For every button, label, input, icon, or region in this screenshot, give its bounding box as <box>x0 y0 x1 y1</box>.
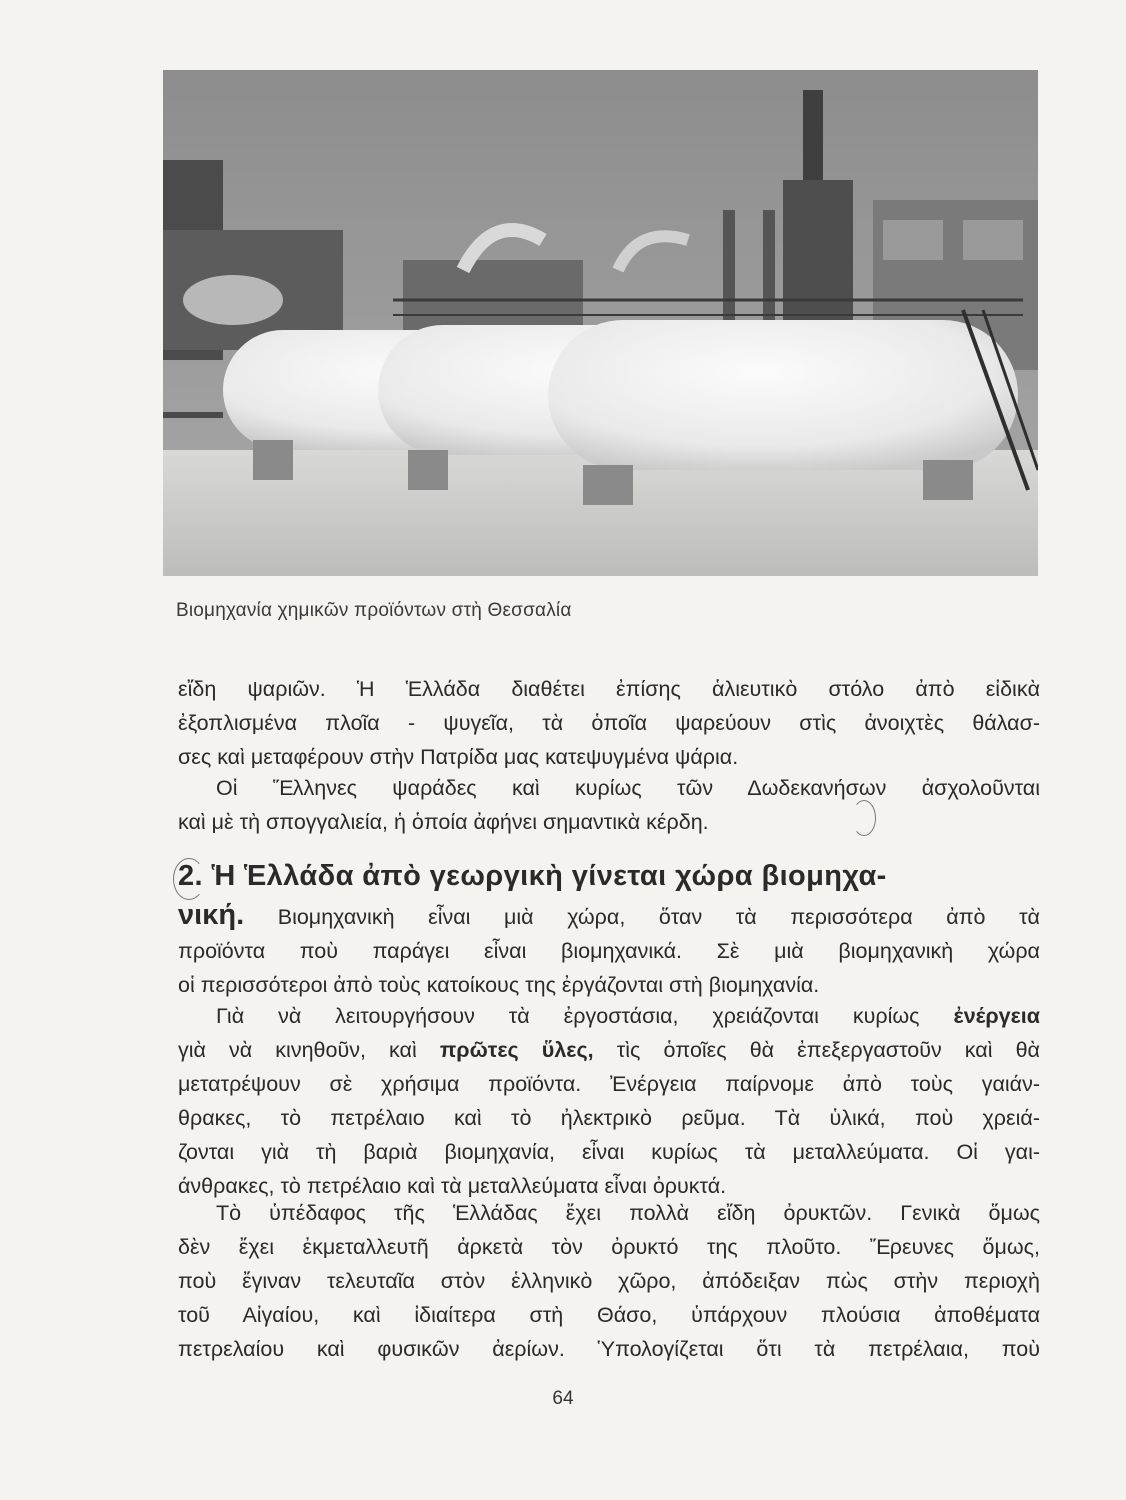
text-line <box>178 999 1040 1033</box>
photo-caption: Βιομηχανία χημικῶν προϊόντων στὴ Θεσσαλία <box>176 600 572 621</box>
paragraph-mineral-wealth <box>178 1196 1040 1366</box>
text-line <box>178 896 1040 934</box>
text-line: σες καὶ μεταφέρουν στὴν Πατρίδα μας κατεψυγμένα ψάρια. <box>178 745 739 769</box>
text-line: δὲν ἔχει ἐκμεταλλευτῆ ἀρκετὰ τὸν ὀρυκτό της πλοῦτο. Ἔρευνες ὅμως, <box>178 1235 1040 1259</box>
paragraph-energy-materials <box>178 999 1040 1203</box>
pencil-circle-mark <box>173 858 205 900</box>
text-line <box>178 1033 1040 1067</box>
text-line: ζονται γιὰ τὴ βαριὰ βιομηχανία, εἶναι κυρίως τὰ μεταλλεύματα. Οἱ γαι- <box>178 1140 1040 1164</box>
text-line: μετατρέψουν σὲ χρήσιμα προϊόντα. Ἐνέργεια παίρνομε ἀπὸ τοὺς γαιάν- <box>178 1072 1040 1096</box>
paragraph-fishing-fleet <box>178 672 1040 774</box>
text-line: πετρελαίου καὶ φυσικῶν ἀερίων. Ὑπολογίζεται ὅτι τὰ πετρέλαια, ποὺ <box>178 1337 1040 1361</box>
paragraph-sponge-fishing <box>178 771 1040 839</box>
page-number: 64 <box>552 1388 574 1409</box>
section-heading: 2. Ἡ Ἑλλάδα ἀπὸ γεωργικὴ γίνεται χώρα βιομηχα- <box>178 860 887 892</box>
text-line: οἱ περισσότεροι ἀπὸ τοὺς κατοίκους της ἐργάζονται στὴ βιομηχανία. <box>178 973 820 997</box>
section-heading-continuation: νική. <box>178 899 245 931</box>
industrial-plant-photo <box>163 70 1038 576</box>
text-line: τοῦ Αἰγαίου, καὶ ἰδιαίτερα στὴ Θάσο, ὑπάρχουν πλούσια ἀποθέματα <box>178 1303 1040 1327</box>
text-line: καὶ μὲ τὴ σπογγαλιεία, ἡ ὁποία ἀφήνει σημαντικὰ κέρδη. <box>178 810 709 834</box>
text-line: Οἱ Ἕλληνες ψαράδες καὶ κυρίως τῶν Δωδεκανήσων ἀσχολοῦνται <box>216 776 1040 800</box>
text-line: προϊόντα ποὺ παράγει εἶναι βιομηχανικά. Σὲ μιὰ βιομηχανικὴ χώρα <box>178 939 1040 963</box>
text-line: θρακες, τὸ πετρέλαιο καὶ τὸ ἠλεκτρικὸ ρεῦμα. Τὰ ὑλικά, ποὺ χρειά- <box>178 1106 1040 1130</box>
bold-term: ἐνέργεια <box>953 1004 1040 1028</box>
text-line: εἴδη ψαριῶν. Ἡ Ἑλλάδα διαθέτει ἐπίσης ἁλιευτικὸ στόλο ἀπὸ εἰδικὰ <box>178 677 1040 701</box>
text-fragment: τὶς ὁποῖες θὰ ἐπεξεργαστοῦν καὶ θὰ <box>616 1038 1040 1062</box>
bold-term: πρῶτες ὕλες, <box>439 1038 594 1062</box>
text-line: Τὸ ὑπέδαφος τῆς Ἑλλάδας ἔχει πολλὰ εἴδη ὀρυκτῶν. Γενικὰ ὅμως <box>216 1201 1040 1225</box>
paragraph-industrial-country <box>178 896 1040 1002</box>
text-fragment: Βιομηχανικὴ εἶναι μιὰ χώρα, ὅταν τὰ περισσότερα ἀπὸ τὰ <box>277 905 1040 929</box>
text-fragment: γιὰ νὰ κινηθοῦν, καὶ <box>178 1038 417 1062</box>
text-fragment: Γιὰ νὰ λειτουργήσουν τὰ ἐργοστάσια, χρειάζονται κυρίως <box>216 1004 920 1028</box>
text-line: ποὺ ἔγιναν τελευταῖα στὸν ἑλληνικὸ χῶρο, ἀπόδειξαν πὼς στὴν περιοχὴ <box>178 1269 1040 1293</box>
text-line: άνθρακες, τὸ πετρέλαιο καὶ τὰ μεταλλεύματα εἶναι ὀρυκτά. <box>178 1174 727 1198</box>
pencil-mark <box>852 800 876 836</box>
text-line: ἐξοπλισμένα πλοῖα - ψυγεῖα, τὰ ὁποῖα ψαρεύουν στὶς ἀνοιχτὲς θάλασ- <box>178 711 1040 735</box>
